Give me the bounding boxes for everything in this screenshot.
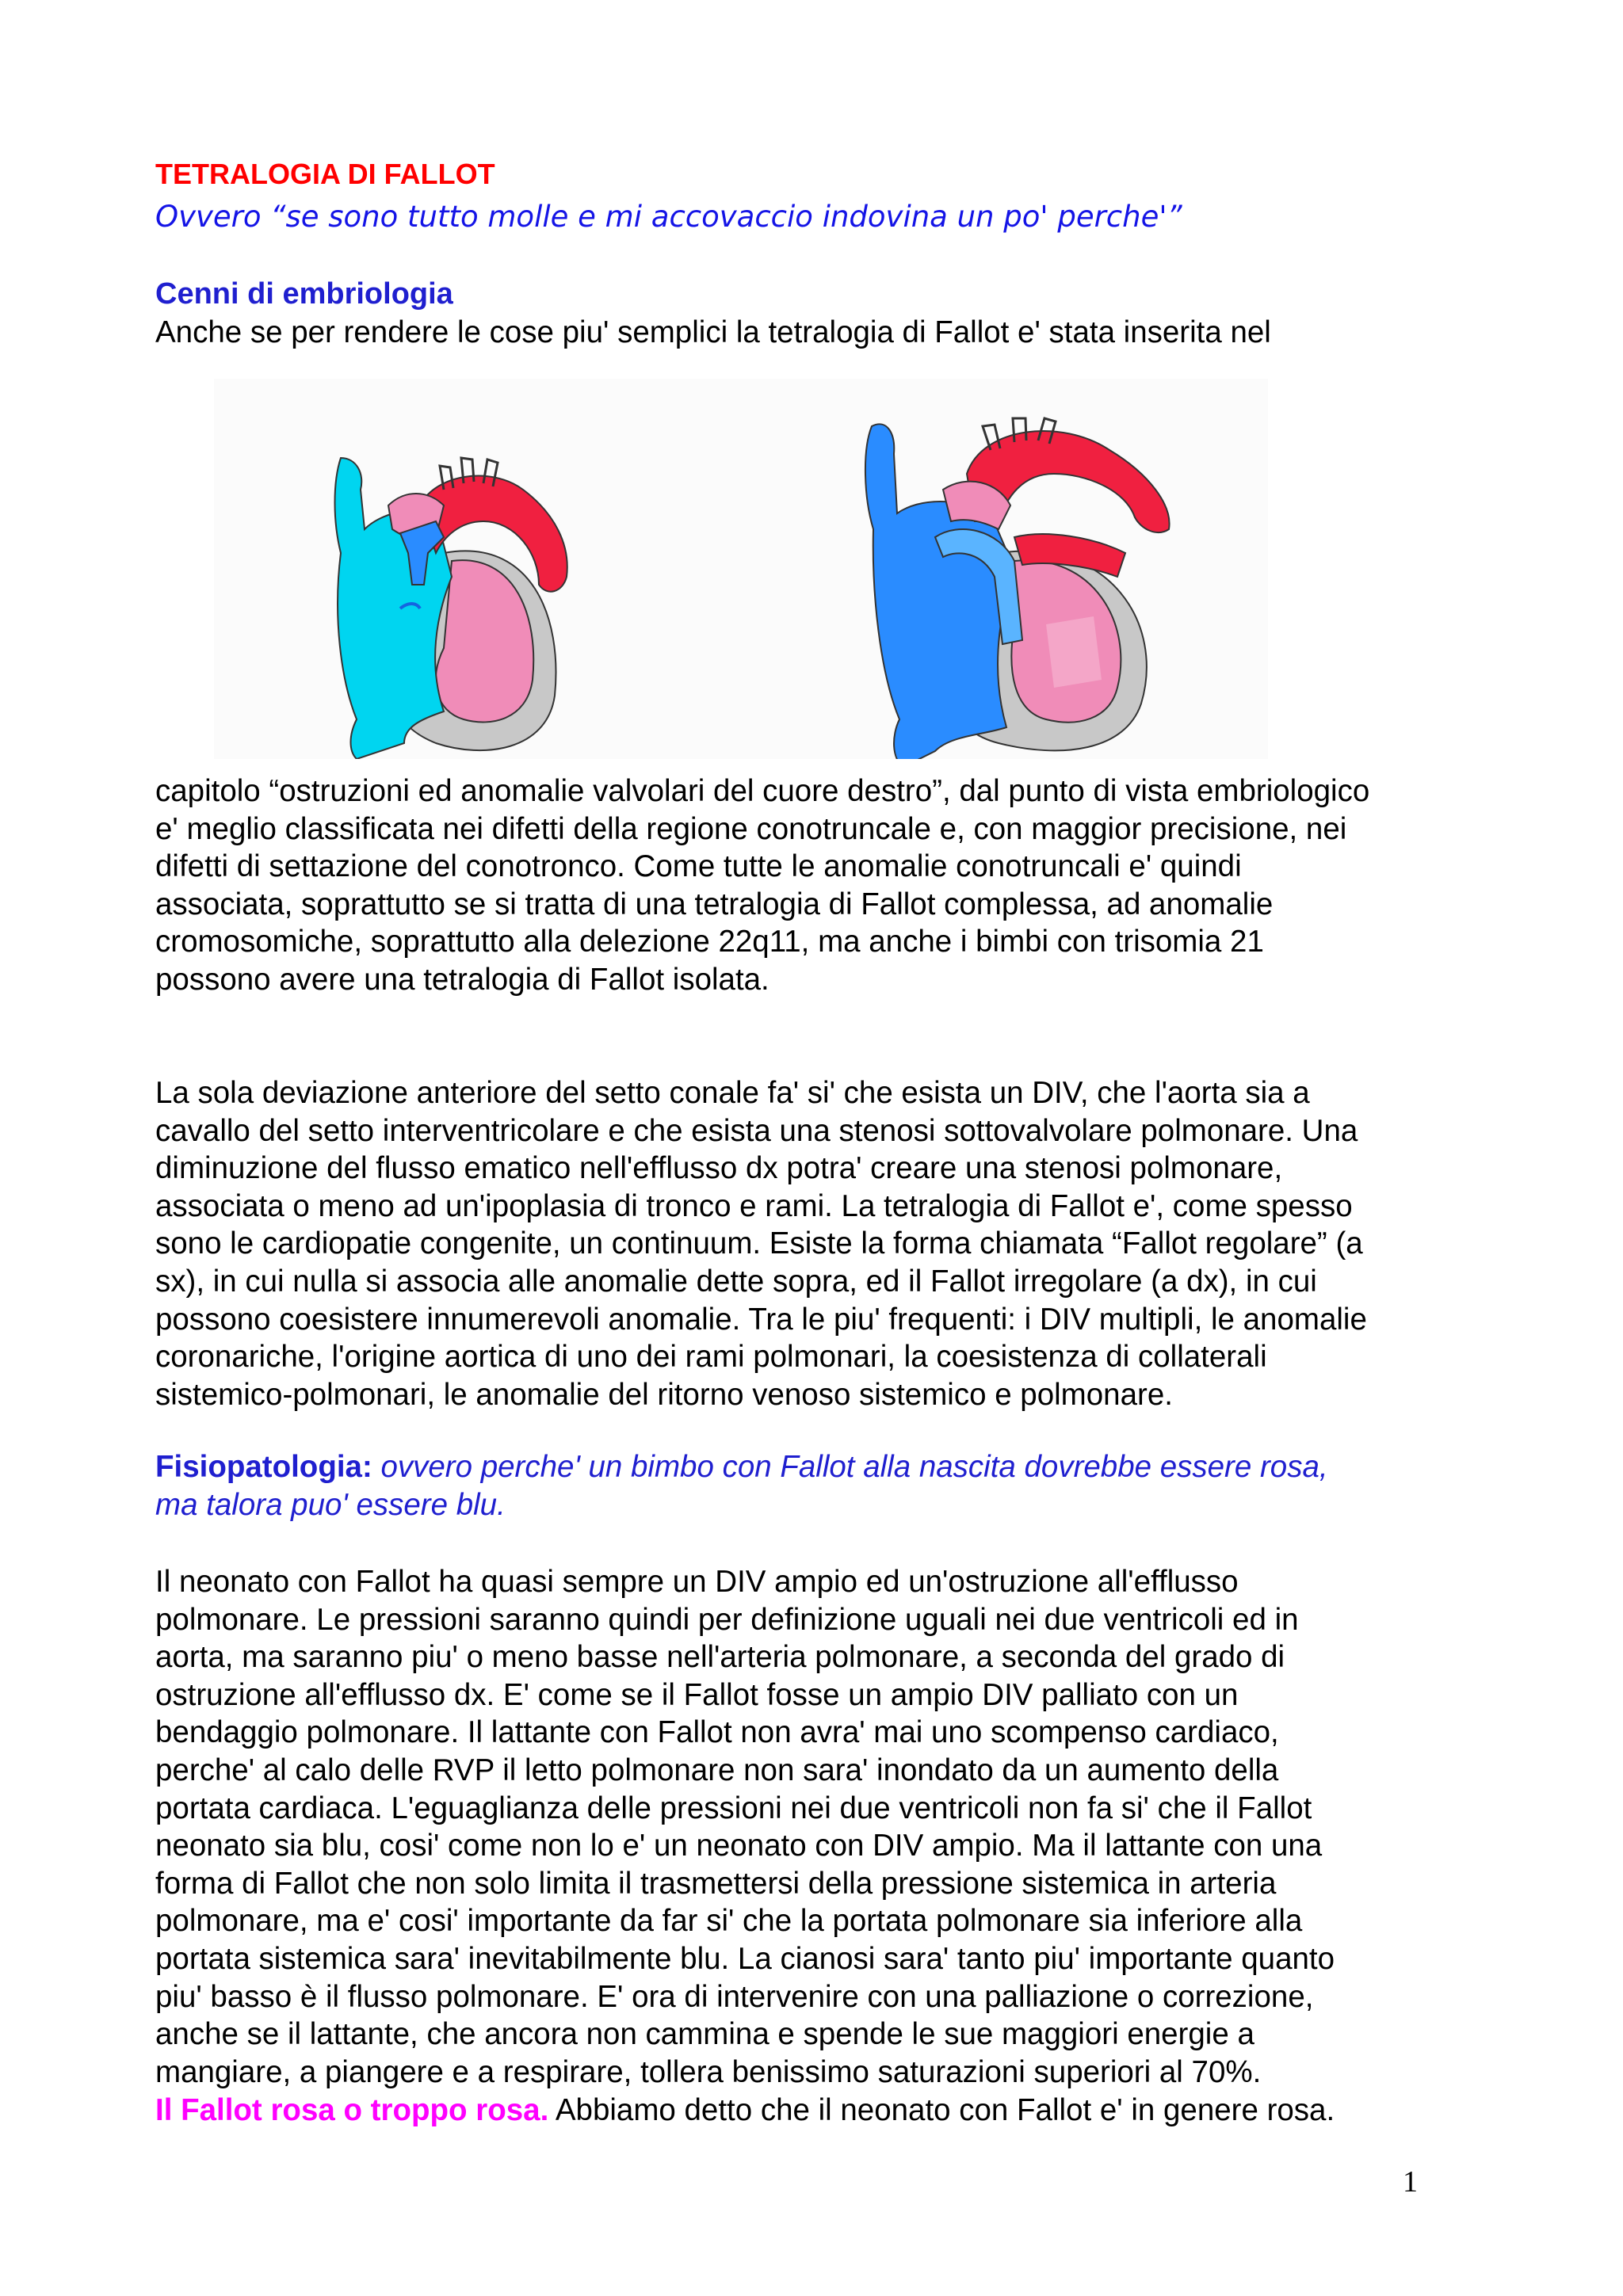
text-line: portata sistemica sara' inevitabilmente blu. La cianosi sara' tanto piu' importante quanto <box>155 1941 1335 1976</box>
text-line: anche se il lattante, che ancora non cammina e spende le sue maggiori energie a <box>155 2017 1254 2052</box>
text-line: possono coesistere innumerevoli anomalie. Tra le piu' frequenti: i DIV multipli, le anomalie <box>155 1302 1367 1337</box>
text-line: associata o meno ad un'ipoplasia di tronco e rami. La tetralogia di Fallot e', come spesso <box>155 1188 1353 1223</box>
heart-irregular-pink-patch <box>1046 616 1102 688</box>
fisio-subtitle-line-2: ma talora puo' essere blu. <box>155 1487 506 1522</box>
text-line: ostruzione all'efflusso dx. E' come se il Fallot fosse un ampio DIV palliato con un <box>155 1677 1239 1712</box>
text-line: sistemico-polmonari, le anomalie del ritorno venoso sistemico e polmonare. <box>155 1377 1173 1412</box>
page-number: 1 <box>1403 2165 1418 2199</box>
text-line: possono avere una tetralogia di Fallot isolata. <box>155 962 769 997</box>
text-line: Il neonato con Fallot ha quasi sempre un DIV ampio ed un'ostruzione all'efflusso <box>155 1565 1239 1599</box>
text-line: perche' al calo delle RVP il letto polmonare non sara' inondato da un aumento della <box>155 1753 1279 1787</box>
document-title: TETRALOGIA DI FALLOT <box>155 158 495 190</box>
text-line: cavallo del setto interventricolare e che esista una stenosi sottovalvolare polmonare. Una <box>155 1113 1358 1148</box>
fallot-rosa-text: Abbiamo detto che il neonato con Fallot e' in genere rosa. <box>548 2093 1335 2127</box>
text-line: piu' basso è il flusso polmonare. E' ora di intervenire con una palliazione o correzione, <box>155 1979 1314 2014</box>
text-line: coronariche, l'origine aortica di uno dei rami polmonari, la coesistenza di collaterali <box>155 1340 1267 1375</box>
embryology-intro <box>155 314 1503 352</box>
embryology-paragraph <box>155 772 1503 999</box>
text-line: sono le cardiopatie congenite, un continuum. Esiste la forma chiamata “Fallot regolare” (a <box>155 1226 1363 1261</box>
text-line: sx), in cui nulla si associa alle anomalie dette sopra, ed il Fallot irregolare (a dx), in cui <box>155 1264 1317 1299</box>
text-line: forma di Fallot che non solo limita il trasmettersi della pressione sistemica in arteria <box>155 1866 1277 1901</box>
text-line: capitolo “ostruzioni ed anomalie valvolari del cuore destro”, dal punto di vista embriologico <box>155 774 1370 808</box>
document-subtitle: Ovvero “se sono tutto molle e mi accovaccio indovina un po' perche'” <box>155 200 1182 234</box>
text-line: cromosomiche, soprattutto alla delezione 22q11, ma anche i bimbi con trisomia 21 <box>155 925 1264 959</box>
text-line: polmonare. Le pressioni saranno quindi per definizione uguali nei due ventricoli ed in <box>155 1602 1299 1637</box>
text-line: associata, soprattutto se si tratta di una tetralogia di Fallot complessa, ad anomalie <box>155 887 1274 921</box>
text-line: Anche se per rendere le cose piu' semplici la tetralogia di Fallot e' stata inserita nel <box>155 315 1271 349</box>
section-heading-embriologia: Cenni di embriologia <box>155 277 453 311</box>
fisiopatologia-heading <box>155 1448 1542 1524</box>
text-line: mangiare, a piangere e a respirare, tollera benissimo saturazioni superiori al 70%. <box>155 2054 1262 2089</box>
fisio-label: Fisiopatologia: <box>155 1450 372 1484</box>
text-line: portata cardiaca. L'eguaglianza delle pressioni nei due ventricoli non fa si' che il Fallot <box>155 1791 1312 1825</box>
neonato-paragraph <box>155 1563 1503 2091</box>
text-line: bendaggio polmonare. Il lattante con Fallot non avra' mai uno scompenso cardiaco, <box>155 1715 1279 1750</box>
fisio-subtitle: ovvero perche' un bimbo con Fallot alla nascita dovrebbe essere rosa, <box>380 1450 1328 1484</box>
text-line: neonato sia blu, cosi' come non lo e' un neonato con DIV ampio. Ma il lattante con una <box>155 1829 1323 1863</box>
fisio-line-1 <box>155 1448 1542 1486</box>
fallot-rosa-heading: Il Fallot rosa o troppo rosa. <box>155 2093 549 2127</box>
text-line: diminuzione del flusso ematico nell'efflusso dx potra' creare una stenosi polmonare, <box>155 1151 1283 1186</box>
fallot-rosa-line <box>155 2092 1335 2130</box>
text-line: polmonare, ma e' cosi' importante da far si' che la portata polmonare sia inferiore alla <box>155 1904 1303 1939</box>
text-line: difetti di settazione del conotronco. Come tutte le anomalie conotruncali e' quindi <box>155 849 1242 884</box>
text-line: La sola deviazione anteriore del setto conale fa' si' che esista un DIV, che l'aorta sia a <box>155 1076 1310 1110</box>
text-line: aorta, ma saranno piu' o meno basse nell'arteria polmonare, a seconda del grado di <box>155 1640 1285 1675</box>
heart-illustrations <box>214 379 1268 759</box>
text-line: e' meglio classificata nei difetti della regione conotruncale e, con maggior precisione, nei <box>155 811 1347 846</box>
deviation-paragraph <box>155 1074 1503 1413</box>
